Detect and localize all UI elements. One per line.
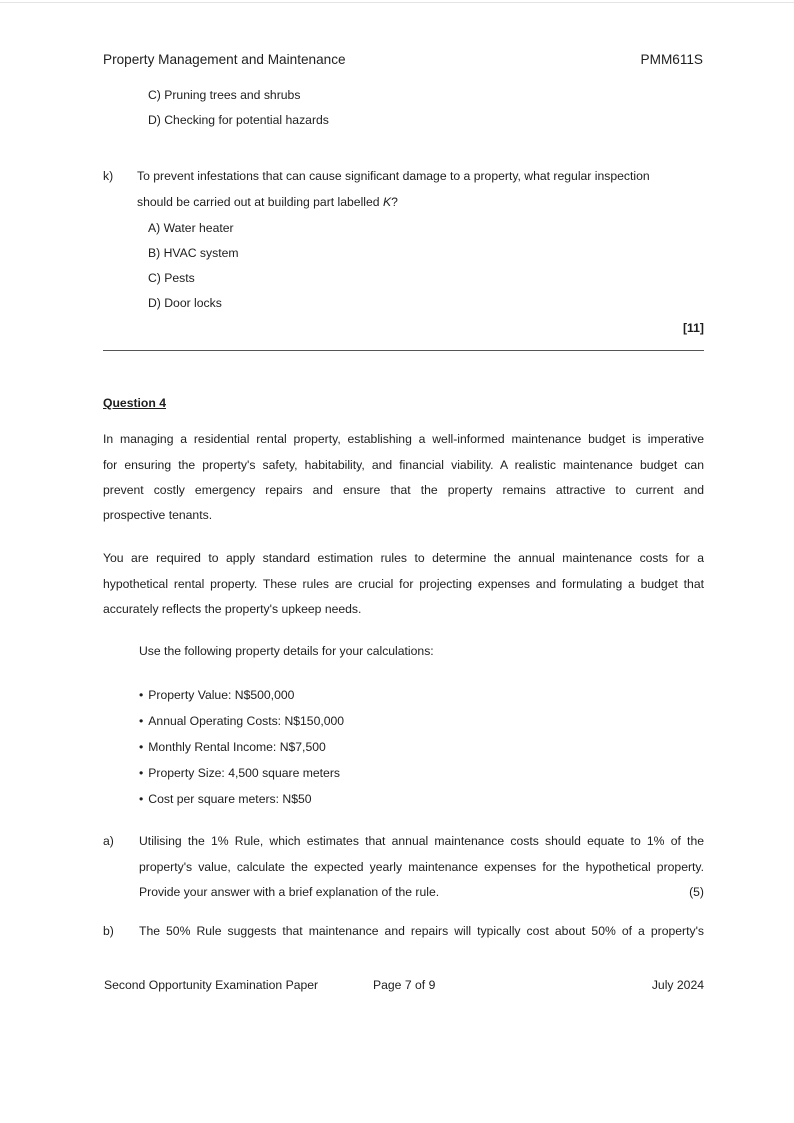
question-title: Question 4 (103, 396, 166, 410)
section-divider (103, 350, 704, 351)
course-code: PMM611S (640, 52, 703, 67)
subquestion-text-line: Utilising the 1% Rule, which estimates that annual maintenance costs should equate to 1% of the (139, 834, 704, 848)
course-title: Property Management and Maintenance (103, 52, 346, 67)
footer-page-number: Page 7 of 9 (373, 978, 436, 992)
question-text-line: To prevent infestations that can cause significant damage to a property, what regular inspection (137, 169, 650, 183)
paragraph-line: prevent costly emergency repairs and ensure that the property remains attractive to current and (103, 483, 704, 497)
subquestion-text-line: property's value, calculate the expected yearly maintenance expenses for the hypothetical property. (139, 860, 704, 874)
property-detail-item: • Property Value: N$500,000 (139, 688, 294, 702)
property-detail-item: • Property Size: 4,500 square meters (139, 766, 340, 780)
subquestion-marks: (5) (689, 885, 704, 899)
option-text: B) HVAC system (148, 246, 239, 260)
subquestion-label: b) (103, 924, 114, 938)
option-text: C) Pruning trees and shrubs (148, 88, 301, 102)
subquestion-text-line: The 50% Rule suggests that maintenance and repairs will typically cost about 50% of a property's (139, 924, 704, 938)
paragraph-line: In managing a residential rental property, establishing a well-informed maintenance budget is imperative (103, 432, 704, 446)
paragraph-line: prospective tenants. (103, 508, 213, 522)
option-text: A) Water heater (148, 221, 234, 235)
question-label: k) (103, 169, 114, 183)
building-part-label: K (382, 195, 392, 209)
paragraph-line: accurately reflects the property's upkeep needs. (103, 602, 362, 616)
footer-date: July 2024 (651, 978, 704, 992)
footer-paper-name: Second Opportunity Examination Paper (104, 978, 319, 992)
question-text-line: should be carried out at building part labelled K? (137, 195, 398, 209)
scan-edge-line (0, 2, 794, 3)
details-intro: Use the following property details for your calculations: (139, 644, 434, 658)
option-text: C) Pests (148, 271, 195, 285)
subquestion-label: a) (103, 834, 114, 848)
paragraph-line: You are required to apply standard estimation rules to determine the annual maintenance costs for a (103, 551, 704, 565)
option-text: D) Checking for potential hazards (148, 113, 329, 127)
property-detail-item: • Annual Operating Costs: N$150,000 (139, 714, 344, 728)
paragraph-line: hypothetical rental property. These rules are crucial for projecting expenses and formulating a budget that (103, 577, 704, 591)
property-detail-item: • Cost per square meters: N$50 (139, 792, 312, 806)
property-detail-item: • Monthly Rental Income: N$7,500 (139, 740, 326, 754)
paragraph-line: for ensuring the property's safety, habitability, and financial viability. A realistic maintenance budget can (103, 458, 704, 472)
subquestion-text-line: Provide your answer with a brief explanation of the rule. (139, 885, 440, 899)
total-marks: [11] (682, 321, 704, 335)
option-text: D) Door locks (148, 296, 222, 310)
